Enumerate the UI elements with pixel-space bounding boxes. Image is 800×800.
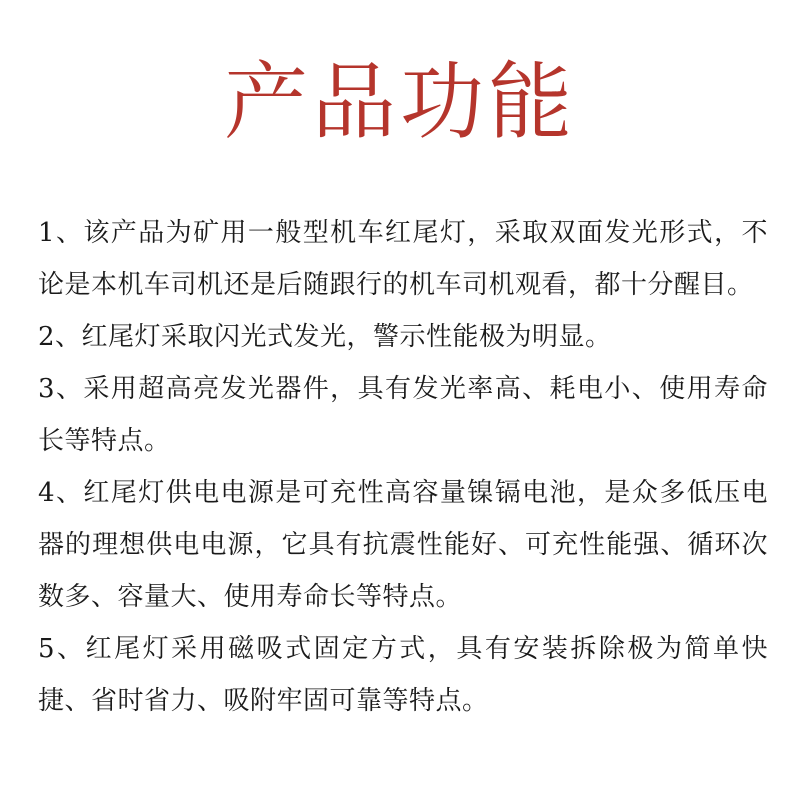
feature-item-5: 5、红尾灯采用磁吸式固定方式，具有安装拆除极为简单快捷、省时省力、吸附牢固可靠等特点。 — [38, 634, 768, 716]
feature-item-3: 3、采用超高亮发光器件，具有发光率高、耗电小、使用寿命长等特点。 — [38, 374, 768, 456]
page-title: 产品功能 — [223, 53, 576, 151]
feature-item-2: 2、红尾灯采取闪光式发光，警示性能极为明显。 — [38, 322, 612, 352]
feature-item-1: 1、该产品为矿用一般型机车红尾灯，采取双面发光形式，不论是本机车司机还是后随跟行的机车司机观看，都十分醒目。 — [38, 218, 768, 300]
feature-item-4: 4、红尾灯供电电源是可充性高容量镍镉电池，是众多低压电器的理想供电电源，它具有抗震性能好、可充性能强、循环次数多、容量大、使用寿命长等特点。 — [38, 478, 768, 612]
feature-list — [38, 207, 768, 727]
